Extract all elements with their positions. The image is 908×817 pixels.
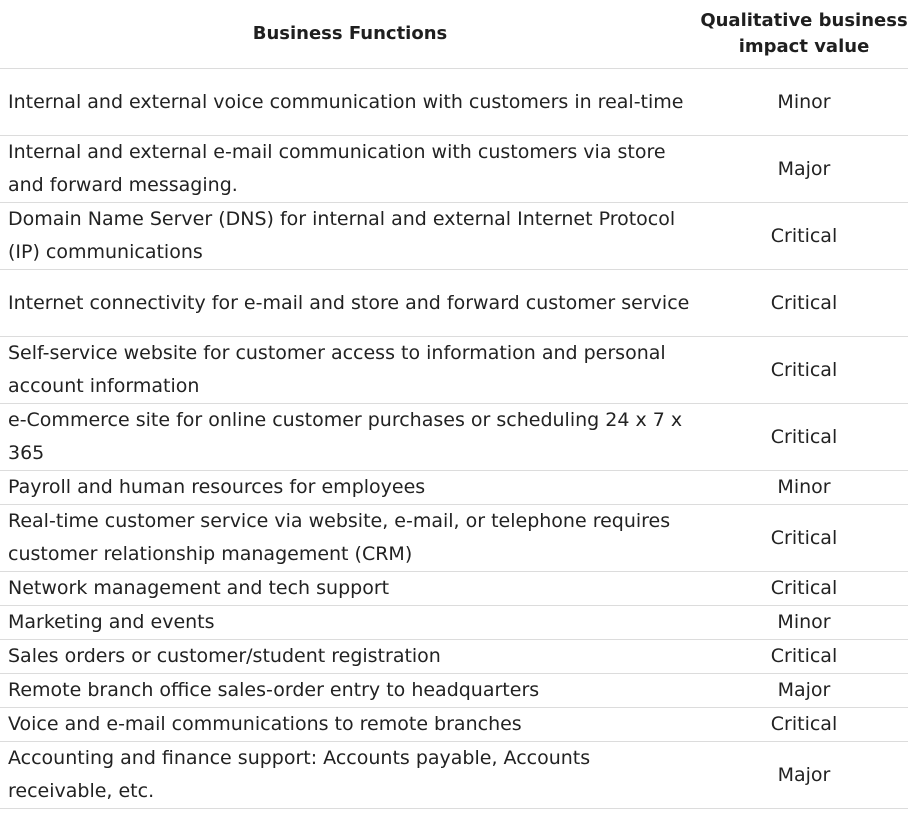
table-row bbox=[0, 69, 908, 136]
table-header bbox=[0, 0, 908, 69]
business-function-cell: Sales orders or customer/student registration bbox=[0, 640, 700, 674]
business-function-cell: Payroll and human resources for employees bbox=[0, 471, 700, 505]
business-function-cell: Self-service website for customer access to information and personal account information bbox=[0, 337, 700, 404]
impact-value-cell: Major bbox=[700, 742, 908, 809]
table-row bbox=[0, 640, 908, 674]
business-function-cell: Network management and tech support bbox=[0, 572, 700, 606]
business-function-cell: Real-time customer service via website, e-mail, or telephone requires customer relationship management (CRM) bbox=[0, 505, 700, 572]
table-row bbox=[0, 572, 908, 606]
table-row bbox=[0, 606, 908, 640]
impact-value-cell: Major bbox=[700, 674, 908, 708]
table-row bbox=[0, 270, 908, 337]
table-row bbox=[0, 203, 908, 270]
business-function-cell: Marketing and events bbox=[0, 606, 700, 640]
impact-value-cell: Minor bbox=[700, 471, 908, 505]
impact-value-cell: Critical bbox=[700, 572, 908, 606]
impact-value-cell: Critical bbox=[700, 404, 908, 471]
table-row bbox=[0, 404, 908, 471]
table-row bbox=[0, 337, 908, 404]
impact-value-cell: Critical bbox=[700, 337, 908, 404]
table-row bbox=[0, 136, 908, 203]
header-business-functions: Business Functions bbox=[0, 0, 700, 69]
business-function-cell: Domain Name Server (DNS) for internal and external Internet Protocol (IP) communications bbox=[0, 203, 700, 270]
table-row bbox=[0, 674, 908, 708]
impact-value-cell: Critical bbox=[700, 203, 908, 270]
business-function-cell: Internal and external e-mail communication with customers via store and forward messaging. bbox=[0, 136, 700, 203]
table-row bbox=[0, 471, 908, 505]
impact-value-cell: Critical bbox=[700, 270, 908, 337]
table-body bbox=[0, 69, 908, 809]
business-function-cell: Internal and external voice communication with customers in real-time bbox=[0, 69, 700, 136]
header-row bbox=[0, 0, 908, 69]
business-function-cell: Accounting and finance support: Accounts payable, Accounts receivable, etc. bbox=[0, 742, 700, 809]
business-function-cell: Remote branch office sales-order entry to headquarters bbox=[0, 674, 700, 708]
impact-value-cell: Minor bbox=[700, 606, 908, 640]
business-function-cell: Voice and e-mail communications to remote branches bbox=[0, 708, 700, 742]
business-function-cell: Internet connectivity for e-mail and store and forward customer service bbox=[0, 270, 700, 337]
impact-value-cell: Critical bbox=[700, 640, 908, 674]
business-function-cell: e-Commerce site for online customer purchases or scheduling 24 x 7 x 365 bbox=[0, 404, 700, 471]
table-row bbox=[0, 505, 908, 572]
impact-value-cell: Critical bbox=[700, 505, 908, 572]
impact-value-cell: Major bbox=[700, 136, 908, 203]
impact-value-cell: Minor bbox=[700, 69, 908, 136]
impact-value-cell: Critical bbox=[700, 708, 908, 742]
table-row bbox=[0, 708, 908, 742]
header-impact-value: Qualitative business impact value bbox=[700, 0, 908, 69]
table-row bbox=[0, 742, 908, 809]
